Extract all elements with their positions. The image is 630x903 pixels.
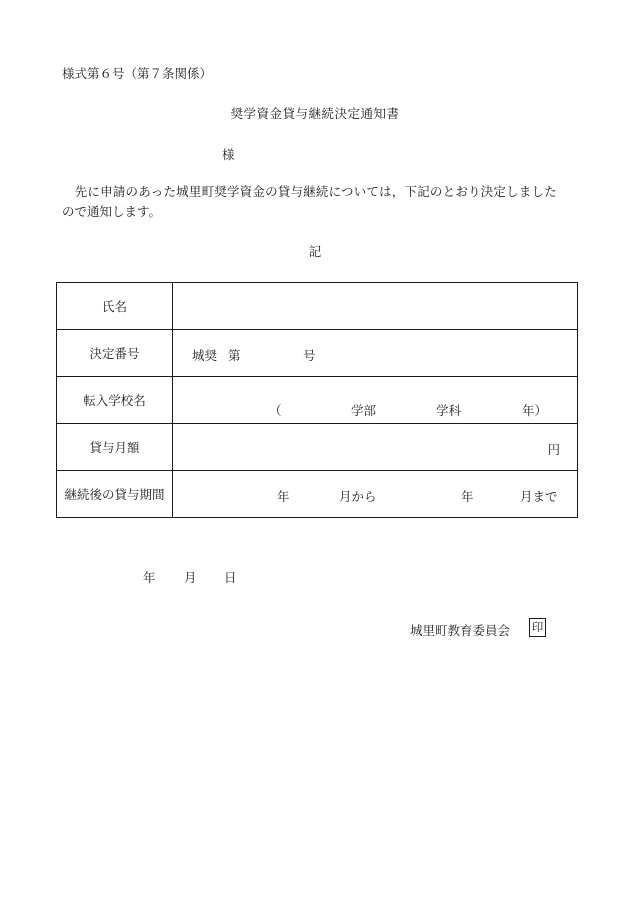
school-gakka: 学科 bbox=[436, 403, 462, 418]
details-table bbox=[56, 282, 578, 518]
date-hi: 日 bbox=[224, 570, 237, 585]
form-number: 様式第６号（第７条関係） bbox=[62, 66, 213, 81]
school-nen: 年） bbox=[522, 403, 548, 418]
period-tsuki-made: 月まで bbox=[520, 489, 558, 504]
loan-period-cell bbox=[173, 471, 578, 518]
table-row-loan-period bbox=[57, 471, 578, 518]
ki-heading: 記 bbox=[308, 244, 322, 259]
decision-prefix: 城奨 bbox=[192, 348, 218, 363]
school-cell bbox=[173, 377, 578, 424]
row-label: 転入学校名 bbox=[57, 377, 173, 424]
body-text-line-2: ので通知します。 bbox=[62, 204, 162, 219]
issuer-name: 城里町教育委員会 bbox=[410, 623, 511, 638]
monthly-amount-cell bbox=[173, 424, 578, 471]
decision-dai: 第 bbox=[228, 348, 241, 363]
row-label: 継続後の貸与期間 bbox=[57, 471, 173, 518]
decision-number-cell bbox=[173, 330, 578, 377]
table-row-decision-number bbox=[57, 330, 578, 377]
period-tsuki-kara: 月から bbox=[339, 489, 377, 504]
period-nen-1: 年 bbox=[277, 489, 290, 504]
decision-go: 号 bbox=[303, 348, 316, 363]
table-row-name bbox=[57, 283, 578, 330]
document-title: 奨学資金貸与継続決定通知書 bbox=[230, 106, 400, 121]
table-row-monthly-amount bbox=[57, 424, 578, 471]
school-open-paren: （ bbox=[269, 403, 282, 418]
seal-mark: 印 bbox=[529, 618, 546, 637]
row-label: 貸与月額 bbox=[57, 424, 173, 471]
recipient-honorific: 様 bbox=[222, 147, 235, 162]
period-nen-2: 年 bbox=[461, 489, 474, 504]
name-value-cell bbox=[173, 283, 578, 330]
body-text-line-1: 先に申請のあった城里町奨学資金の貸与継続については，下記のとおり決定しました bbox=[62, 184, 557, 199]
date-nen: 年 bbox=[143, 570, 156, 585]
yen-unit: 円 bbox=[547, 442, 560, 457]
table-row-school bbox=[57, 377, 578, 424]
row-label: 氏名 bbox=[57, 283, 173, 330]
school-gakubu: 学部 bbox=[351, 403, 377, 418]
date-tsuki: 月 bbox=[184, 570, 197, 585]
row-label: 決定番号 bbox=[57, 330, 173, 377]
